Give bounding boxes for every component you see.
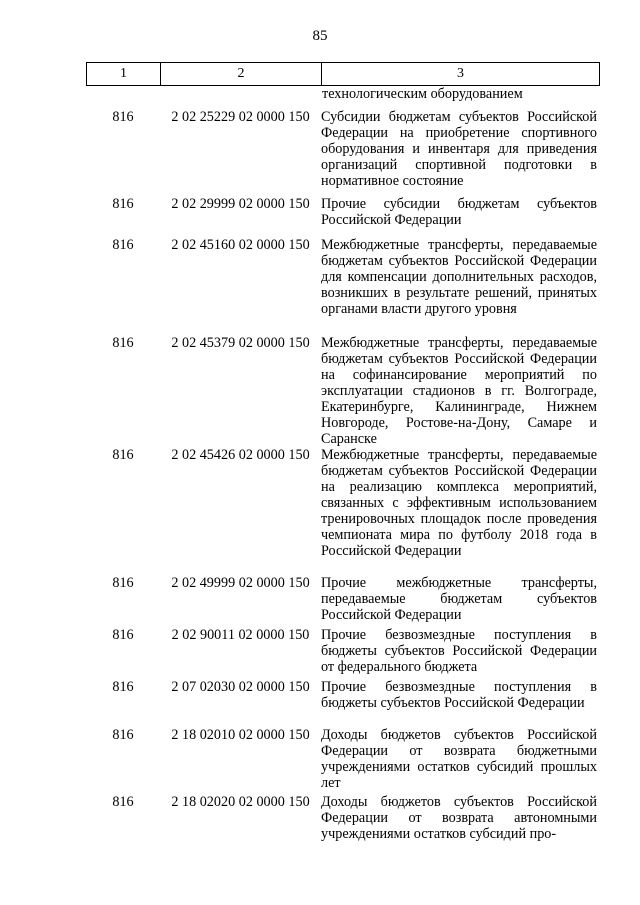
budget-code: 2 02 49999 02 0000 150 xyxy=(171,575,310,591)
income-description: Прочие субсидии бюджетам субъектов Российской Федерации xyxy=(321,196,597,228)
income-description: Межбюджетные трансферты, передаваемые бюджетам субъектов Российской Федерации для компенсации дополнительных расходов, возникших в результате решений, принятых органами власти другого уровня xyxy=(321,237,597,317)
budget-code: 2 02 45160 02 0000 150 xyxy=(171,237,310,253)
table-row xyxy=(86,727,600,794)
budget-code: 2 02 29999 02 0000 150 xyxy=(171,196,310,212)
income-description: Межбюджетные трансферты, передаваемые бюджетам субъектов Российской Федерации на софинансирование мероприятий по эксплуатации стадионов в гг. Волгограде, Екатеринбурге, Калининграде, Нижнем Новгороде, Ростове-на-Дону, Самаре и Саранске xyxy=(321,335,597,447)
table-row xyxy=(86,679,600,727)
income-description: Прочие безвозмездные поступления в бюджеты субъектов Российской Федерации xyxy=(321,679,597,711)
table-row xyxy=(86,447,600,575)
income-description: Субсидии бюджетам субъектов Российской Федерации на приобретение спортивного оборудования и инвентаря для приведения организаций спортивной подготовки в нормативное состояние xyxy=(321,109,597,189)
table-row xyxy=(86,237,600,335)
table-header xyxy=(86,62,600,86)
header-col-1: 1 xyxy=(87,63,161,85)
budget-code: 2 02 45379 02 0000 150 xyxy=(171,335,310,351)
budget-code: 2 02 45426 02 0000 150 xyxy=(171,447,310,463)
page-number: 85 xyxy=(312,28,328,44)
table-row xyxy=(86,575,600,627)
continuation-text: технологическим оборудованием xyxy=(322,86,523,102)
income-description: Прочие безвозмездные поступления в бюджеты субъектов Российской Федерации от федерального бюджета xyxy=(321,627,597,675)
budget-code: 2 18 02020 02 0000 150 xyxy=(171,794,310,810)
admin-code: 816 xyxy=(112,794,134,810)
header-col-3: 3 xyxy=(457,66,464,81)
admin-code: 816 xyxy=(112,575,134,591)
admin-code: 816 xyxy=(112,627,134,643)
table-row xyxy=(86,335,600,447)
admin-code: 816 xyxy=(112,679,134,695)
table-row xyxy=(86,627,600,679)
budget-code: 2 02 25229 02 0000 150 xyxy=(171,109,310,125)
admin-code: 816 xyxy=(112,335,134,351)
budget-code: 2 18 02010 02 0000 150 xyxy=(171,727,310,743)
income-description: Доходы бюджетов субъектов Российской Федерации от возврата автономными учреждениями остатков субсидий про- xyxy=(321,794,597,842)
admin-code: 816 xyxy=(112,727,134,743)
table-row xyxy=(86,109,600,196)
table-row xyxy=(86,196,600,237)
admin-code: 816 xyxy=(112,109,134,125)
income-description: Прочие межбюджетные трансферты, передаваемые бюджетам субъектов Российской Федерации xyxy=(321,575,597,623)
income-description: Доходы бюджетов субъектов Российской Федерации от возврата бюджетными учреждениями остатков субсидий прошлых лет xyxy=(321,727,597,791)
admin-code: 816 xyxy=(112,196,134,212)
header-col-2: 2 xyxy=(161,63,322,85)
table-row xyxy=(86,794,600,858)
income-description: Межбюджетные трансферты, передаваемые бюджетам субъектов Российской Федерации на реализацию комплекса мероприятий, связанных с эффективным использованием тренировочных площадок после проведения чемпионата мира по футболу 2018 года в Российской Федерации xyxy=(321,447,597,559)
admin-code: 816 xyxy=(112,237,134,253)
budget-code: 2 02 90011 02 0000 150 xyxy=(171,627,310,643)
budget-code: 2 07 02030 02 0000 150 xyxy=(171,679,310,695)
table-body xyxy=(86,109,600,858)
admin-code: 816 xyxy=(112,447,134,463)
